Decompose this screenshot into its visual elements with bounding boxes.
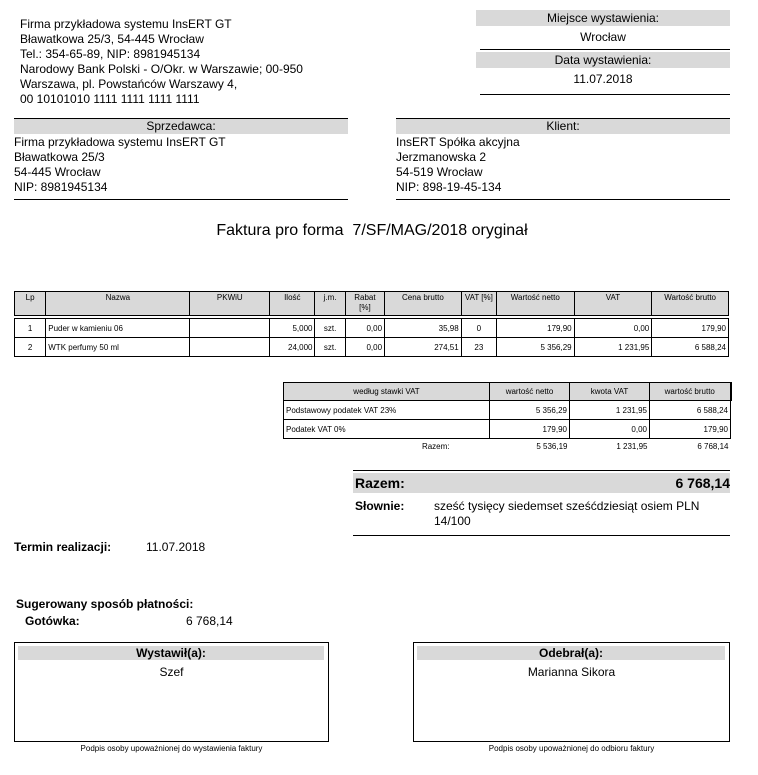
table-header-row [15, 292, 729, 316]
client-line: Jerzmanowska 2 [396, 150, 487, 164]
divider [353, 470, 730, 471]
cell-lp: 1 [15, 319, 46, 338]
cell-vat: 1 231,95 [574, 338, 652, 357]
issuer-line: Warszawa, pl. Powstańców Warszawy 4, [20, 77, 238, 91]
column-header: Rabat [%] [345, 292, 384, 316]
cell-vat: 0,00 [574, 319, 652, 338]
cell-gross: 6 588,24 [650, 401, 731, 420]
client-line: 54-519 Wrocław [396, 165, 483, 179]
sum-net: 5 536,19 [536, 441, 568, 451]
divider [480, 94, 730, 95]
seller-label: Sprzedawca: [14, 119, 348, 134]
received-caption: Podpis osoby upoważnionej do odbioru faktury [488, 744, 655, 753]
payment-method: Gotówka: [25, 614, 80, 628]
total-label: Razem: [355, 475, 405, 491]
cell-net: 179,90 [490, 420, 570, 439]
seller-line: Bławatkowa 25/3 [14, 150, 105, 164]
issuer-block [20, 17, 303, 107]
cell-name: WTK perfumy 50 ml [46, 338, 190, 357]
column-header: wartość brutto [650, 383, 731, 401]
divider [14, 199, 348, 200]
issued-label: Wystawił(a): [18, 646, 324, 660]
cell-net-value: 5 356,29 [496, 338, 574, 357]
cell-lp: 2 [15, 338, 46, 357]
table-sum-row [284, 439, 731, 454]
column-header: według stawki VAT [284, 383, 490, 401]
place-label: Miejsce wystawienia: [476, 10, 730, 26]
cell-net-value: 179,90 [496, 319, 574, 338]
column-header: PKWiU [190, 292, 270, 316]
issuer-line: 00 10101010 1111 1111 1111 1111 [20, 92, 200, 106]
cell-net: 5 356,29 [490, 401, 570, 420]
column-header: Nazwa [46, 292, 190, 316]
issuer-line: Narodowy Bank Polski - O/Okr. w Warszawie; 00-950 [20, 62, 303, 76]
cell-rate: Podatek VAT 0% [284, 420, 490, 439]
cell-qty: 24,000 [270, 338, 315, 357]
column-header: Ilość [270, 292, 315, 316]
vat-summary-table [283, 382, 732, 453]
cell-vat-rate: 0 [461, 319, 496, 338]
realization-value: 11.07.2018 [146, 540, 206, 554]
table-row [284, 420, 731, 439]
table-row [15, 319, 729, 338]
seller-block [14, 135, 226, 195]
issuer-line: Firma przykładowa systemu InsERT GT [20, 17, 232, 31]
column-header: VAT [%] [461, 292, 496, 316]
words-line-1: sześć tysięcy siedemset sześćdziesiąt osiem PLN [434, 499, 700, 513]
cell-vat: 0,00 [570, 420, 650, 439]
seller-line: 54-445 Wrocław [14, 165, 101, 179]
total-value: 6 768,14 [675, 475, 730, 491]
column-header: Wartość brutto [652, 292, 729, 316]
table-row [284, 401, 731, 420]
client-label: Klient: [396, 119, 730, 134]
cell-unit: szt. [315, 319, 345, 338]
issuer-line: Tel.: 354-65-89, NIP: 8981945134 [20, 47, 201, 61]
words-label: Słownie: [355, 499, 405, 513]
cell-discount: 0,00 [345, 319, 384, 338]
payment-label: Sugerowany sposób płatności: [16, 597, 194, 611]
cell-qty: 5,000 [270, 319, 315, 338]
realization-label: Termin realizacji: [14, 540, 112, 554]
divider [396, 199, 730, 200]
received-label: Odebrał(a): [417, 646, 725, 660]
place-value: Wrocław [580, 30, 626, 44]
cell-discount: 0,00 [345, 338, 384, 357]
client-line: NIP: 898-19-45-134 [396, 180, 502, 194]
column-header: VAT [574, 292, 652, 316]
cell-gross: 179,90 [650, 420, 731, 439]
column-header: j.m. [315, 292, 345, 316]
cell-pkwiu [190, 319, 270, 338]
client-line: InsERT Spółka akcyjna [396, 135, 520, 149]
cell-name: Puder w kamieniu 06 [46, 319, 190, 338]
issued-name: Szef [159, 665, 184, 679]
issued-caption: Podpis osoby upoważnionej do wystawienia faktury [80, 744, 263, 753]
cell-vat-rate: 23 [461, 338, 496, 357]
cell-rate: Podstawowy podatek VAT 23% [284, 401, 490, 420]
cell-unit: szt. [315, 338, 345, 357]
total-bar [353, 473, 730, 493]
column-header: wartość netto [490, 383, 570, 401]
issue-date-label: Data wystawienia: [476, 52, 730, 68]
column-header: Wartość netto [496, 292, 574, 316]
sum-vat: 1 231,95 [616, 441, 648, 451]
cell-gross-value: 179,90 [652, 319, 729, 338]
column-header: kwota VAT [570, 383, 650, 401]
issue-date-value: 11.07.2018 [573, 72, 633, 86]
cell-gross-value: 6 588,24 [652, 338, 729, 357]
table-header-row [284, 383, 731, 401]
sum-label: Razem: [421, 441, 450, 451]
cell-gross-price: 35,98 [385, 319, 462, 338]
payment-amount: 6 768,14 [186, 614, 233, 628]
cell-gross-price: 274,51 [385, 338, 462, 357]
client-block [396, 135, 520, 195]
received-name: Marianna Sikora [527, 665, 616, 679]
items-table [14, 291, 729, 357]
sum-gross: 6 768,14 [697, 441, 729, 451]
divider [353, 535, 730, 536]
invoice-title: Faktura pro forma 7/SF/MAG/2018 oryginał [216, 222, 528, 239]
seller-line: Firma przykładowa systemu InsERT GT [14, 135, 226, 149]
divider [480, 49, 730, 50]
table-row [15, 338, 729, 357]
words-line-2: 14/100 [434, 514, 471, 528]
cell-pkwiu [190, 338, 270, 357]
issuer-line: Bławatkowa 25/3, 54-445 Wrocław [20, 32, 204, 46]
seller-line: NIP: 8981945134 [14, 180, 108, 194]
cell-vat: 1 231,95 [570, 401, 650, 420]
column-header: Lp [15, 292, 46, 316]
column-header: Cena brutto [385, 292, 462, 316]
